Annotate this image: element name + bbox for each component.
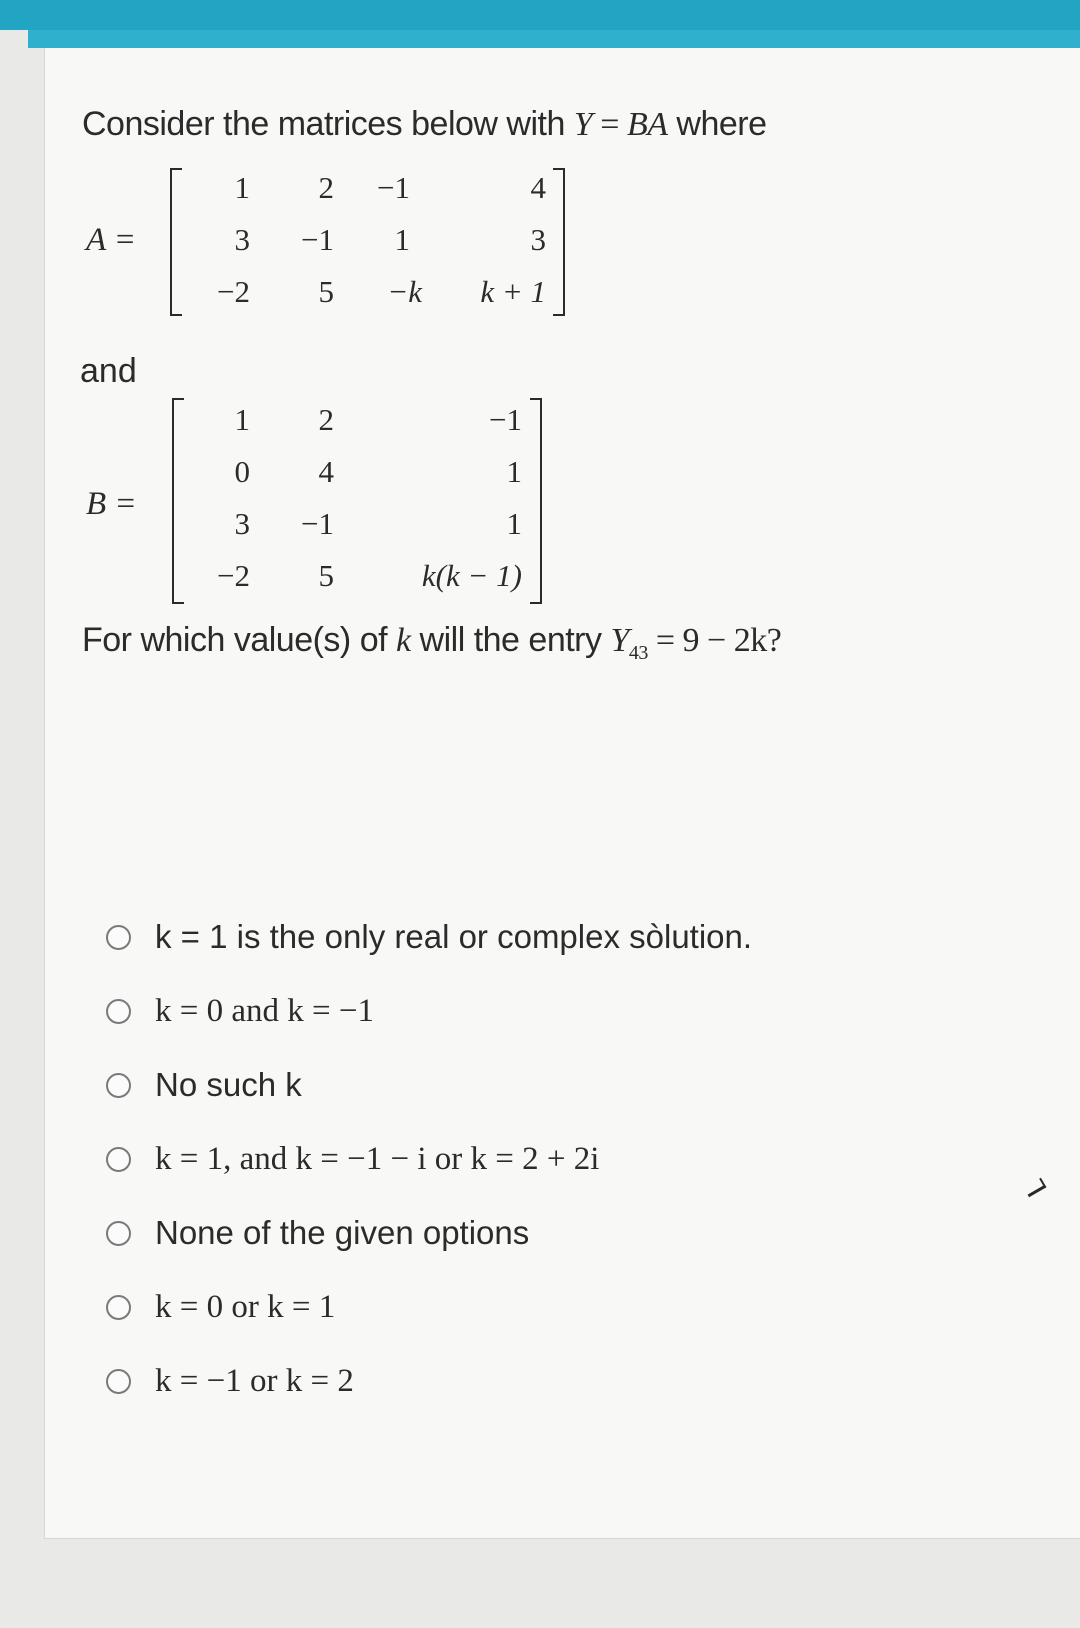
- question-intro: [82, 104, 767, 145]
- answer-options: [106, 900, 866, 1418]
- answer-option-6-label: k = 0 or k = 1: [155, 1289, 336, 1325]
- matrix-b-cell-r4-c2: 5: [318, 558, 334, 593]
- matrix-a-cell-r3-c2: 5: [318, 274, 334, 309]
- matrix-b-cell-r2-c1: 0: [234, 454, 250, 489]
- matrix-a-cell-r3-c3: −k: [387, 274, 422, 309]
- matrix-b-cell-r3-c3: 1: [506, 506, 522, 541]
- matrix-b-cell-r1-c2: 2: [318, 402, 334, 437]
- radio-button-icon[interactable]: [106, 1369, 131, 1394]
- matrix-b-cell-r4-c3: k(k − 1): [421, 558, 522, 593]
- answer-option-1[interactable]: [106, 900, 866, 974]
- answer-option-4-label: k = 1, and k = −1 − i or k = 2 + 2i: [155, 1141, 600, 1177]
- radio-button-icon[interactable]: [106, 925, 131, 950]
- matrix-a-cell-r2-c4: 3: [530, 222, 546, 257]
- question-prefix: Consider the matrices below with: [82, 105, 574, 143]
- matrix-a-cell-r1-c3: −1: [377, 170, 410, 205]
- answer-option-5-label: None of the given options: [155, 1214, 530, 1251]
- equation-rhs: BA: [626, 106, 668, 143]
- answer-option-3[interactable]: [106, 1048, 866, 1122]
- radio-button-icon[interactable]: [106, 1295, 131, 1320]
- answer-option-6[interactable]: [106, 1270, 866, 1344]
- and-text: and: [80, 352, 137, 390]
- radio-button-icon[interactable]: [106, 1147, 131, 1172]
- matrix-b-right-bracket: [530, 398, 542, 604]
- followup-equals: = 9 − 2k?: [647, 622, 782, 659]
- top-banner: [0, 0, 1080, 30]
- matrix-a-cell-r2-c1: 3: [234, 222, 250, 257]
- matrix-a-right-bracket: [553, 168, 565, 316]
- answer-option-1-label: k = 1 is the only real or complex sòlution.: [155, 918, 753, 955]
- matrix-b-cell-r2-c2: 4: [318, 454, 334, 489]
- matrix-b-cell-r1-c3: −1: [489, 402, 522, 437]
- followup-entry: Y: [610, 622, 629, 659]
- followup-prefix: For which value(s) of: [82, 621, 396, 659]
- radio-button-icon[interactable]: [106, 1073, 131, 1098]
- equation-lhs: Y: [573, 106, 593, 143]
- matrix-b-cell-r1-c1: 1: [234, 402, 250, 437]
- followup-subscript: 43: [628, 641, 648, 664]
- matrix-a: [170, 168, 565, 314]
- answer-option-5[interactable]: [106, 1196, 866, 1270]
- matrix-a-cell-r3-c4: k + 1: [480, 274, 546, 309]
- radio-button-icon[interactable]: [106, 1221, 131, 1246]
- answer-option-7[interactable]: [106, 1344, 866, 1418]
- answer-option-2-label: k = 0 and k = −1: [155, 993, 374, 1029]
- matrix-a-cell-r1-c1: 1: [234, 170, 250, 205]
- matrix-a-cell-r1-c4: 4: [530, 170, 546, 205]
- top-banner-accent: [28, 30, 1080, 48]
- matrix-a-label: A =: [86, 222, 137, 258]
- question-followup: [82, 620, 781, 673]
- matrix-a-cell-r3-c1: −2: [217, 274, 250, 309]
- matrix-b-cell-r3-c2: −1: [301, 506, 334, 541]
- followup-middle: will the entry: [410, 621, 611, 659]
- question-suffix: where: [667, 105, 767, 143]
- equation-equals: =: [592, 106, 627, 143]
- radio-button-icon[interactable]: [106, 999, 131, 1024]
- matrix-b-cell-r3-c1: 3: [234, 506, 250, 541]
- answer-option-2[interactable]: [106, 974, 866, 1048]
- matrix-a-left-bracket: [170, 168, 182, 316]
- answer-option-4[interactable]: [106, 1122, 866, 1196]
- matrix-b-label: B =: [86, 486, 137, 522]
- matrix-a-cell-r2-c2: −1: [301, 222, 334, 257]
- matrix-b-cell-r4-c1: −2: [217, 558, 250, 593]
- matrix-b: [172, 398, 542, 602]
- matrix-a-cell-r2-c3: 1: [394, 222, 410, 257]
- matrix-b-left-bracket: [172, 398, 184, 604]
- followup-k: k: [396, 622, 411, 659]
- answer-option-7-label: k = −1 or k = 2: [155, 1363, 354, 1399]
- matrix-a-cell-r1-c2: 2: [318, 170, 334, 205]
- matrix-b-cell-r2-c3: 1: [506, 454, 522, 489]
- answer-option-3-label: No such k: [155, 1066, 302, 1103]
